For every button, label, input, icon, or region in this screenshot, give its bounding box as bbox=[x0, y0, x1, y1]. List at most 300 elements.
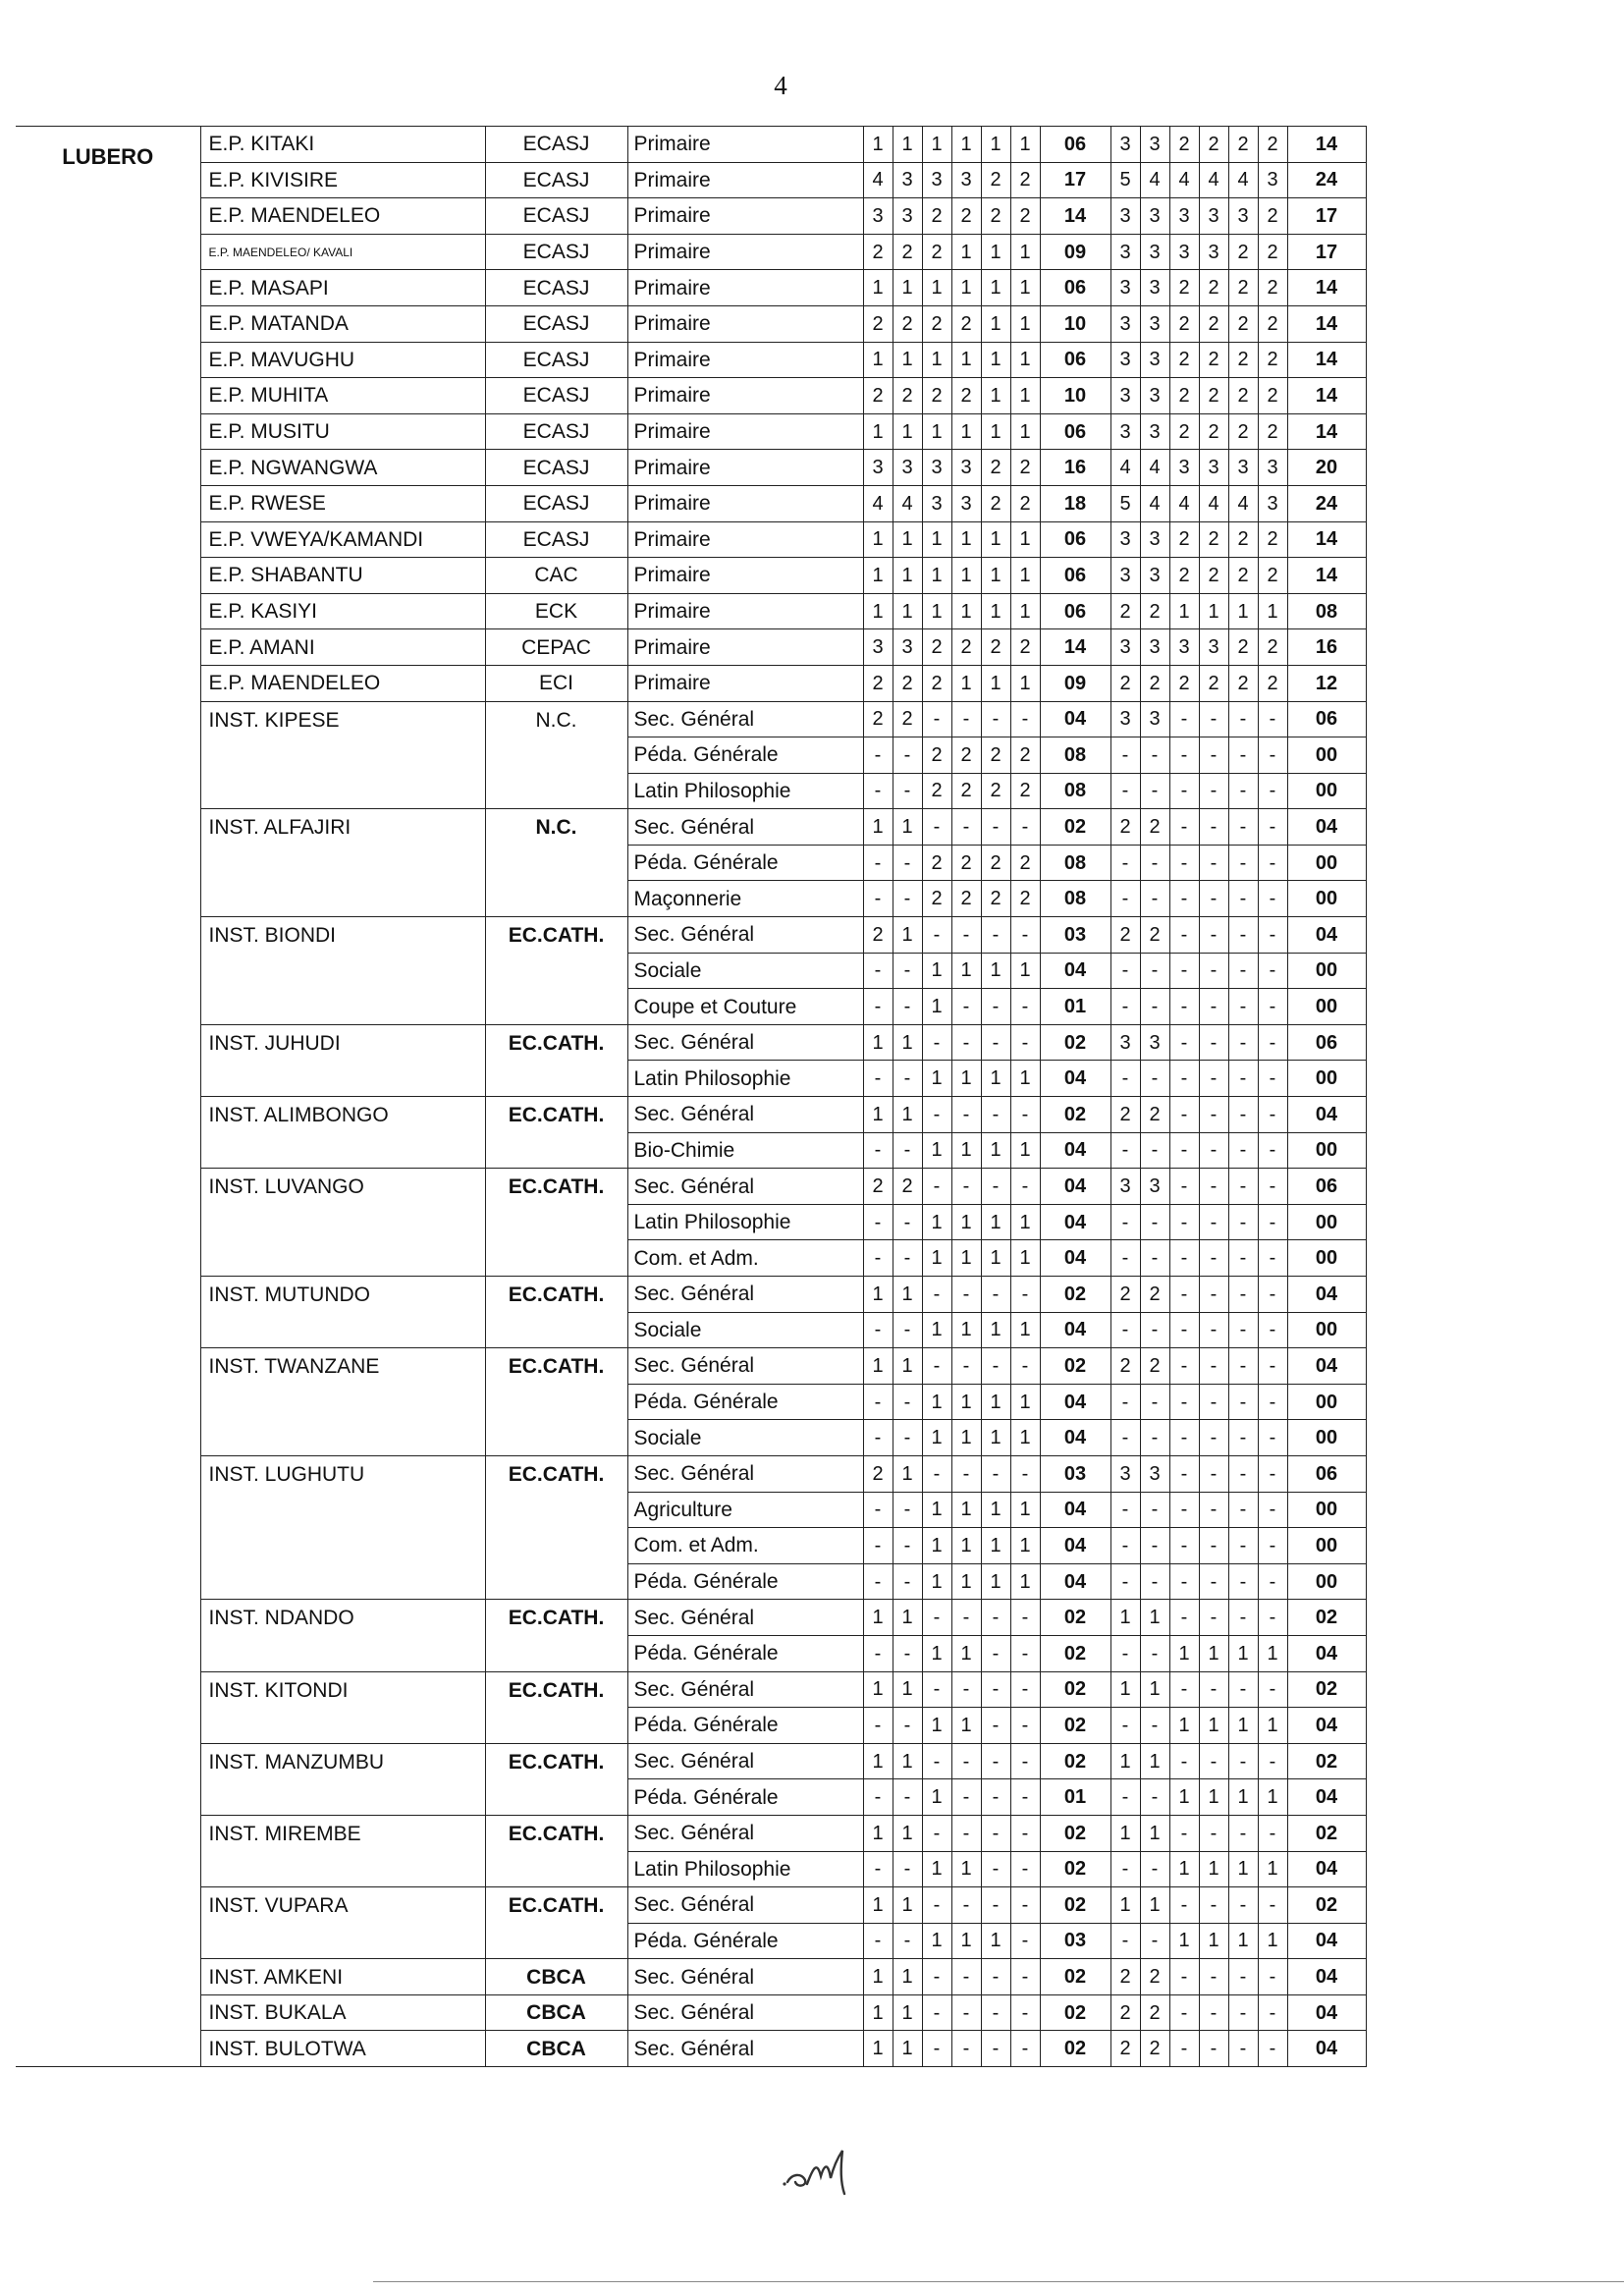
manager-cell: EC.CATH. bbox=[485, 1348, 627, 1456]
count-cell: 2 bbox=[951, 845, 981, 881]
count-cell: 2 bbox=[1110, 2031, 1140, 2067]
section-cell: Primaire bbox=[627, 342, 863, 378]
count-cell: - bbox=[1140, 1312, 1169, 1348]
count-cell: 1 bbox=[863, 1024, 893, 1061]
total-cell: 02 bbox=[1040, 1708, 1110, 1744]
count-cell: 2 bbox=[1228, 234, 1258, 270]
total-cell: 02 bbox=[1040, 1097, 1110, 1133]
count-cell: - bbox=[981, 1635, 1010, 1671]
count-cell: 2 bbox=[1199, 127, 1228, 163]
count-cell: 3 bbox=[1199, 198, 1228, 235]
manager-cell: ECASJ bbox=[485, 485, 627, 521]
section-cell: Primaire bbox=[627, 162, 863, 198]
count-cell: - bbox=[1169, 953, 1199, 989]
count-cell: 1 bbox=[1010, 558, 1040, 594]
count-cell: - bbox=[1010, 1455, 1040, 1492]
count-cell: 1 bbox=[1110, 1815, 1140, 1851]
section-cell: Primaire bbox=[627, 270, 863, 306]
count-cell: - bbox=[1169, 2031, 1199, 2067]
count-cell: 1 bbox=[1199, 1779, 1228, 1816]
count-cell: 1 bbox=[922, 1312, 951, 1348]
count-cell: 1 bbox=[1169, 1779, 1199, 1816]
count-cell: - bbox=[1258, 737, 1287, 774]
count-cell: 3 bbox=[1110, 378, 1140, 414]
count-cell: - bbox=[1169, 1312, 1199, 1348]
count-cell: 1 bbox=[1010, 1312, 1040, 1348]
count-cell: 2 bbox=[1258, 198, 1287, 235]
total-cell: 04 bbox=[1287, 1277, 1366, 1313]
count-cell: 3 bbox=[1110, 234, 1140, 270]
section-cell: Primaire bbox=[627, 413, 863, 450]
count-cell: 3 bbox=[893, 162, 922, 198]
count-cell: 2 bbox=[1010, 737, 1040, 774]
count-cell: - bbox=[1110, 1240, 1140, 1277]
count-cell: - bbox=[1199, 881, 1228, 917]
count-cell: 1 bbox=[981, 953, 1010, 989]
count-cell: - bbox=[893, 881, 922, 917]
count-cell: 1 bbox=[893, 1994, 922, 2031]
count-cell: - bbox=[1199, 773, 1228, 809]
count-cell: - bbox=[1010, 989, 1040, 1025]
count-cell: - bbox=[951, 1887, 981, 1924]
count-cell: 2 bbox=[1010, 881, 1040, 917]
count-cell: 2 bbox=[981, 881, 1010, 917]
total-cell: 04 bbox=[1040, 953, 1110, 989]
count-cell: - bbox=[1169, 737, 1199, 774]
total-cell: 02 bbox=[1287, 1600, 1366, 1636]
count-cell: - bbox=[893, 737, 922, 774]
manager-cell: ECASJ bbox=[485, 378, 627, 414]
count-cell: 1 bbox=[1258, 1708, 1287, 1744]
count-cell: 2 bbox=[1228, 665, 1258, 701]
total-cell: 04 bbox=[1040, 1312, 1110, 1348]
count-cell: 1 bbox=[1140, 1815, 1169, 1851]
count-cell: 3 bbox=[1140, 558, 1169, 594]
count-cell: 1 bbox=[1010, 593, 1040, 629]
school-name-cell: INST. KIPESE bbox=[200, 701, 485, 809]
count-cell: 1 bbox=[951, 1563, 981, 1600]
count-cell: - bbox=[1169, 1169, 1199, 1205]
count-cell: 2 bbox=[922, 198, 951, 235]
count-cell: - bbox=[1169, 1132, 1199, 1169]
count-cell: - bbox=[1010, 1959, 1040, 1995]
school-name-cell: INST. AMKENI bbox=[200, 1959, 485, 1995]
count-cell: - bbox=[1258, 953, 1287, 989]
count-cell: - bbox=[1140, 1132, 1169, 1169]
count-cell: - bbox=[1169, 1420, 1199, 1456]
count-cell: - bbox=[951, 1455, 981, 1492]
count-cell: - bbox=[863, 1923, 893, 1959]
count-cell: - bbox=[1258, 1815, 1287, 1851]
count-cell: 3 bbox=[1140, 198, 1169, 235]
count-cell: - bbox=[893, 1420, 922, 1456]
count-cell: - bbox=[951, 1169, 981, 1205]
count-cell: 2 bbox=[1110, 1959, 1140, 1995]
count-cell: - bbox=[1258, 1204, 1287, 1240]
count-cell: - bbox=[951, 1994, 981, 2031]
total-cell: 04 bbox=[1040, 1384, 1110, 1420]
count-cell: - bbox=[1010, 1708, 1040, 1744]
count-cell: - bbox=[951, 2031, 981, 2067]
total-cell: 24 bbox=[1287, 162, 1366, 198]
count-cell: 1 bbox=[922, 1635, 951, 1671]
count-cell: 2 bbox=[1140, 1994, 1169, 2031]
count-cell: - bbox=[1199, 1277, 1228, 1313]
count-cell: 1 bbox=[863, 1887, 893, 1924]
count-cell: - bbox=[951, 1277, 981, 1313]
count-cell: 1 bbox=[981, 665, 1010, 701]
count-cell: 2 bbox=[893, 665, 922, 701]
total-cell: 09 bbox=[1040, 665, 1110, 701]
count-cell: - bbox=[1228, 1528, 1258, 1564]
section-cell: Sec. Général bbox=[627, 1024, 863, 1061]
table-row bbox=[16, 1671, 1366, 1708]
count-cell: - bbox=[1258, 773, 1287, 809]
count-cell: - bbox=[1228, 1061, 1258, 1097]
section-cell: Primaire bbox=[627, 485, 863, 521]
count-cell: - bbox=[1258, 1097, 1287, 1133]
section-cell: Sociale bbox=[627, 1312, 863, 1348]
count-cell: - bbox=[1169, 1994, 1199, 2031]
count-cell: - bbox=[863, 1061, 893, 1097]
count-cell: - bbox=[1228, 1563, 1258, 1600]
count-cell: 1 bbox=[893, 1455, 922, 1492]
count-cell: 2 bbox=[1258, 665, 1287, 701]
count-cell: 2 bbox=[922, 737, 951, 774]
count-cell: 2 bbox=[981, 845, 1010, 881]
count-cell: 3 bbox=[1110, 127, 1140, 163]
count-cell: - bbox=[1258, 845, 1287, 881]
table-row bbox=[16, 450, 1366, 486]
total-cell: 18 bbox=[1040, 485, 1110, 521]
count-cell: - bbox=[893, 953, 922, 989]
table-row bbox=[16, 198, 1366, 235]
section-cell: Maçonnerie bbox=[627, 881, 863, 917]
count-cell: - bbox=[1140, 737, 1169, 774]
total-cell: 14 bbox=[1287, 305, 1366, 342]
count-cell: 2 bbox=[1258, 305, 1287, 342]
total-cell: 00 bbox=[1287, 881, 1366, 917]
count-cell: - bbox=[1110, 1384, 1140, 1420]
section-cell: Péda. Générale bbox=[627, 1635, 863, 1671]
count-cell: - bbox=[863, 1635, 893, 1671]
count-cell: - bbox=[1228, 1024, 1258, 1061]
count-cell: 1 bbox=[893, 1277, 922, 1313]
count-cell: - bbox=[893, 1851, 922, 1887]
count-cell: - bbox=[951, 1024, 981, 1061]
table-row bbox=[16, 593, 1366, 629]
count-cell: - bbox=[981, 2031, 1010, 2067]
count-cell: - bbox=[1169, 1887, 1199, 1924]
table-row bbox=[16, 665, 1366, 701]
count-cell: 1 bbox=[922, 953, 951, 989]
count-cell: 2 bbox=[1169, 413, 1199, 450]
count-cell: 1 bbox=[863, 1994, 893, 2031]
count-cell: 1 bbox=[893, 270, 922, 306]
count-cell: - bbox=[1228, 701, 1258, 737]
count-cell: - bbox=[1258, 1455, 1287, 1492]
count-cell: 1 bbox=[863, 342, 893, 378]
count-cell: - bbox=[1169, 1455, 1199, 1492]
count-cell: 2 bbox=[1010, 450, 1040, 486]
count-cell: - bbox=[1110, 1528, 1140, 1564]
count-cell: 2 bbox=[1110, 809, 1140, 846]
total-cell: 09 bbox=[1040, 234, 1110, 270]
count-cell: - bbox=[1228, 1887, 1258, 1924]
count-cell: - bbox=[981, 809, 1010, 846]
count-cell: 2 bbox=[1199, 665, 1228, 701]
count-cell: 1 bbox=[893, 593, 922, 629]
count-cell: - bbox=[1010, 1671, 1040, 1708]
count-cell: - bbox=[981, 1169, 1010, 1205]
total-cell: 02 bbox=[1040, 1851, 1110, 1887]
count-cell: 1 bbox=[922, 1563, 951, 1600]
school-name-cell: E.P. VWEYA/KAMANDI bbox=[200, 521, 485, 558]
total-cell: 03 bbox=[1040, 1923, 1110, 1959]
count-cell: - bbox=[1140, 1779, 1169, 1816]
total-cell: 04 bbox=[1287, 1097, 1366, 1133]
count-cell: - bbox=[922, 1600, 951, 1636]
count-cell: - bbox=[1199, 989, 1228, 1025]
count-cell: - bbox=[1140, 1061, 1169, 1097]
count-cell: 3 bbox=[951, 162, 981, 198]
count-cell: 1 bbox=[981, 521, 1010, 558]
count-cell: 2 bbox=[1140, 1097, 1169, 1133]
count-cell: 1 bbox=[1010, 665, 1040, 701]
total-cell: 04 bbox=[1287, 1708, 1366, 1744]
count-cell: 2 bbox=[1258, 270, 1287, 306]
section-cell: Péda. Générale bbox=[627, 1779, 863, 1816]
count-cell: - bbox=[893, 1132, 922, 1169]
count-cell: - bbox=[1010, 1851, 1040, 1887]
count-cell: - bbox=[1110, 1563, 1140, 1600]
count-cell: - bbox=[1258, 881, 1287, 917]
total-cell: 04 bbox=[1287, 1851, 1366, 1887]
count-cell: - bbox=[1010, 1348, 1040, 1385]
total-cell: 02 bbox=[1040, 1600, 1110, 1636]
total-cell: 02 bbox=[1040, 1815, 1110, 1851]
total-cell: 00 bbox=[1287, 1528, 1366, 1564]
count-cell: - bbox=[1199, 1887, 1228, 1924]
count-cell: 2 bbox=[893, 234, 922, 270]
count-cell: 1 bbox=[1110, 1600, 1140, 1636]
table-row bbox=[16, 413, 1366, 450]
count-cell: 3 bbox=[1110, 629, 1140, 666]
count-cell: - bbox=[1258, 1169, 1287, 1205]
count-cell: 1 bbox=[893, 2031, 922, 2067]
count-cell: 1 bbox=[893, 917, 922, 954]
count-cell: - bbox=[1169, 1815, 1199, 1851]
count-cell: 1 bbox=[922, 342, 951, 378]
count-cell: - bbox=[1228, 737, 1258, 774]
count-cell: - bbox=[981, 1779, 1010, 1816]
total-cell: 00 bbox=[1287, 1420, 1366, 1456]
count-cell: 2 bbox=[1199, 378, 1228, 414]
count-cell: - bbox=[981, 1097, 1010, 1133]
count-cell: 1 bbox=[951, 234, 981, 270]
count-cell: - bbox=[951, 1959, 981, 1995]
count-cell: - bbox=[1169, 1097, 1199, 1133]
total-cell: 04 bbox=[1040, 1132, 1110, 1169]
count-cell: 3 bbox=[1110, 270, 1140, 306]
count-cell: 3 bbox=[1199, 450, 1228, 486]
count-cell: 2 bbox=[1110, 1277, 1140, 1313]
section-cell: Péda. Générale bbox=[627, 1563, 863, 1600]
count-cell: 1 bbox=[981, 1528, 1010, 1564]
manager-cell: ECASJ bbox=[485, 413, 627, 450]
section-cell: Bio-Chimie bbox=[627, 1132, 863, 1169]
section-cell: Sec. Général bbox=[627, 1169, 863, 1205]
count-cell: - bbox=[1169, 1563, 1199, 1600]
count-cell: - bbox=[893, 1563, 922, 1600]
count-cell: - bbox=[1169, 1743, 1199, 1779]
count-cell: - bbox=[1110, 1312, 1140, 1348]
count-cell: 1 bbox=[951, 558, 981, 594]
total-cell: 02 bbox=[1040, 1277, 1110, 1313]
section-cell: Latin Philosophie bbox=[627, 773, 863, 809]
section-cell: Coupe et Couture bbox=[627, 989, 863, 1025]
count-cell: 3 bbox=[1258, 162, 1287, 198]
count-cell: 2 bbox=[981, 450, 1010, 486]
count-cell: 2 bbox=[981, 629, 1010, 666]
count-cell: - bbox=[981, 1455, 1010, 1492]
count-cell: 3 bbox=[1140, 629, 1169, 666]
total-cell: 03 bbox=[1040, 1455, 1110, 1492]
total-cell: 14 bbox=[1287, 378, 1366, 414]
manager-cell: ECASJ bbox=[485, 234, 627, 270]
count-cell: - bbox=[1228, 1600, 1258, 1636]
count-cell: - bbox=[1199, 1528, 1228, 1564]
count-cell: - bbox=[1140, 1384, 1169, 1420]
count-cell: - bbox=[981, 1815, 1010, 1851]
count-cell: 1 bbox=[1169, 1708, 1199, 1744]
count-cell: - bbox=[1010, 1600, 1040, 1636]
count-cell: 3 bbox=[922, 162, 951, 198]
manager-cell: ECK bbox=[485, 593, 627, 629]
count-cell: 2 bbox=[1228, 342, 1258, 378]
count-cell: 1 bbox=[1010, 1528, 1040, 1564]
count-cell: - bbox=[1169, 845, 1199, 881]
count-cell: - bbox=[1010, 1277, 1040, 1313]
total-cell: 04 bbox=[1040, 1528, 1110, 1564]
count-cell: - bbox=[922, 701, 951, 737]
count-cell: 3 bbox=[1258, 485, 1287, 521]
total-cell: 00 bbox=[1287, 1312, 1366, 1348]
section-cell: Primaire bbox=[627, 665, 863, 701]
count-cell: - bbox=[1110, 881, 1140, 917]
count-cell: 1 bbox=[1010, 342, 1040, 378]
count-cell: - bbox=[1110, 1061, 1140, 1097]
count-cell: - bbox=[893, 1061, 922, 1097]
count-cell: - bbox=[1140, 1528, 1169, 1564]
count-cell: - bbox=[1010, 1024, 1040, 1061]
total-cell: 14 bbox=[1287, 521, 1366, 558]
count-cell: - bbox=[893, 1492, 922, 1528]
count-cell: 1 bbox=[863, 521, 893, 558]
count-cell: - bbox=[863, 881, 893, 917]
school-name-cell: E.P. MASAPI bbox=[200, 270, 485, 306]
count-cell: 1 bbox=[1140, 1887, 1169, 1924]
count-cell: 1 bbox=[951, 1851, 981, 1887]
count-cell: 1 bbox=[951, 593, 981, 629]
count-cell: 1 bbox=[951, 1528, 981, 1564]
count-cell: 1 bbox=[1010, 1204, 1040, 1240]
total-cell: 02 bbox=[1287, 1815, 1366, 1851]
count-cell: 1 bbox=[951, 1240, 981, 1277]
count-cell: 2 bbox=[1228, 378, 1258, 414]
count-cell: 2 bbox=[922, 378, 951, 414]
count-cell: 1 bbox=[951, 413, 981, 450]
count-cell: 2 bbox=[1140, 809, 1169, 846]
table-row bbox=[16, 1743, 1366, 1779]
count-cell: 1 bbox=[981, 1492, 1010, 1528]
count-cell: - bbox=[1199, 1959, 1228, 1995]
count-cell: 1 bbox=[1110, 1743, 1140, 1779]
manager-cell: EC.CATH. bbox=[485, 1671, 627, 1743]
count-cell: 2 bbox=[922, 881, 951, 917]
count-cell: - bbox=[1010, 701, 1040, 737]
count-cell: - bbox=[1228, 809, 1258, 846]
total-cell: 02 bbox=[1287, 1743, 1366, 1779]
school-name-cell: E.P. MAENDELEO bbox=[200, 665, 485, 701]
manager-cell: ECASJ bbox=[485, 521, 627, 558]
count-cell: - bbox=[981, 701, 1010, 737]
table-row bbox=[16, 1348, 1366, 1385]
count-cell: 3 bbox=[863, 450, 893, 486]
school-name-cell: E.P. SHABANTU bbox=[200, 558, 485, 594]
count-cell: - bbox=[863, 1492, 893, 1528]
count-cell: - bbox=[1258, 2031, 1287, 2067]
count-cell: 4 bbox=[1199, 485, 1228, 521]
count-cell: - bbox=[1228, 953, 1258, 989]
section-cell: Sec. Général bbox=[627, 1671, 863, 1708]
section-cell: Primaire bbox=[627, 521, 863, 558]
count-cell: - bbox=[1228, 2031, 1258, 2067]
count-cell: - bbox=[1228, 1312, 1258, 1348]
count-cell: 4 bbox=[863, 162, 893, 198]
table-row bbox=[16, 378, 1366, 414]
count-cell: 1 bbox=[863, 1097, 893, 1133]
count-cell: 3 bbox=[1110, 558, 1140, 594]
count-cell: 2 bbox=[951, 773, 981, 809]
count-cell: 3 bbox=[1110, 413, 1140, 450]
count-cell: - bbox=[1010, 1994, 1040, 2031]
count-cell: 5 bbox=[1110, 162, 1140, 198]
total-cell: 02 bbox=[1040, 1887, 1110, 1924]
count-cell: - bbox=[893, 773, 922, 809]
count-cell: 3 bbox=[1199, 234, 1228, 270]
count-cell: 1 bbox=[922, 1384, 951, 1420]
count-cell: - bbox=[1140, 1204, 1169, 1240]
total-cell: 04 bbox=[1287, 1994, 1366, 2031]
count-cell: 1 bbox=[981, 413, 1010, 450]
count-cell: - bbox=[863, 1779, 893, 1816]
count-cell: 1 bbox=[951, 1061, 981, 1097]
count-cell: 2 bbox=[922, 773, 951, 809]
count-cell: - bbox=[1258, 1132, 1287, 1169]
count-cell: - bbox=[1110, 773, 1140, 809]
total-cell: 06 bbox=[1040, 270, 1110, 306]
count-cell: - bbox=[922, 1348, 951, 1385]
total-cell: 02 bbox=[1040, 2031, 1110, 2067]
table-row bbox=[16, 127, 1366, 163]
count-cell: - bbox=[1110, 1708, 1140, 1744]
school-name-cell: INST. MIREMBE bbox=[200, 1815, 485, 1886]
count-cell: 1 bbox=[863, 127, 893, 163]
total-cell: 06 bbox=[1040, 558, 1110, 594]
count-cell: 1 bbox=[981, 378, 1010, 414]
count-cell: 3 bbox=[1169, 450, 1199, 486]
